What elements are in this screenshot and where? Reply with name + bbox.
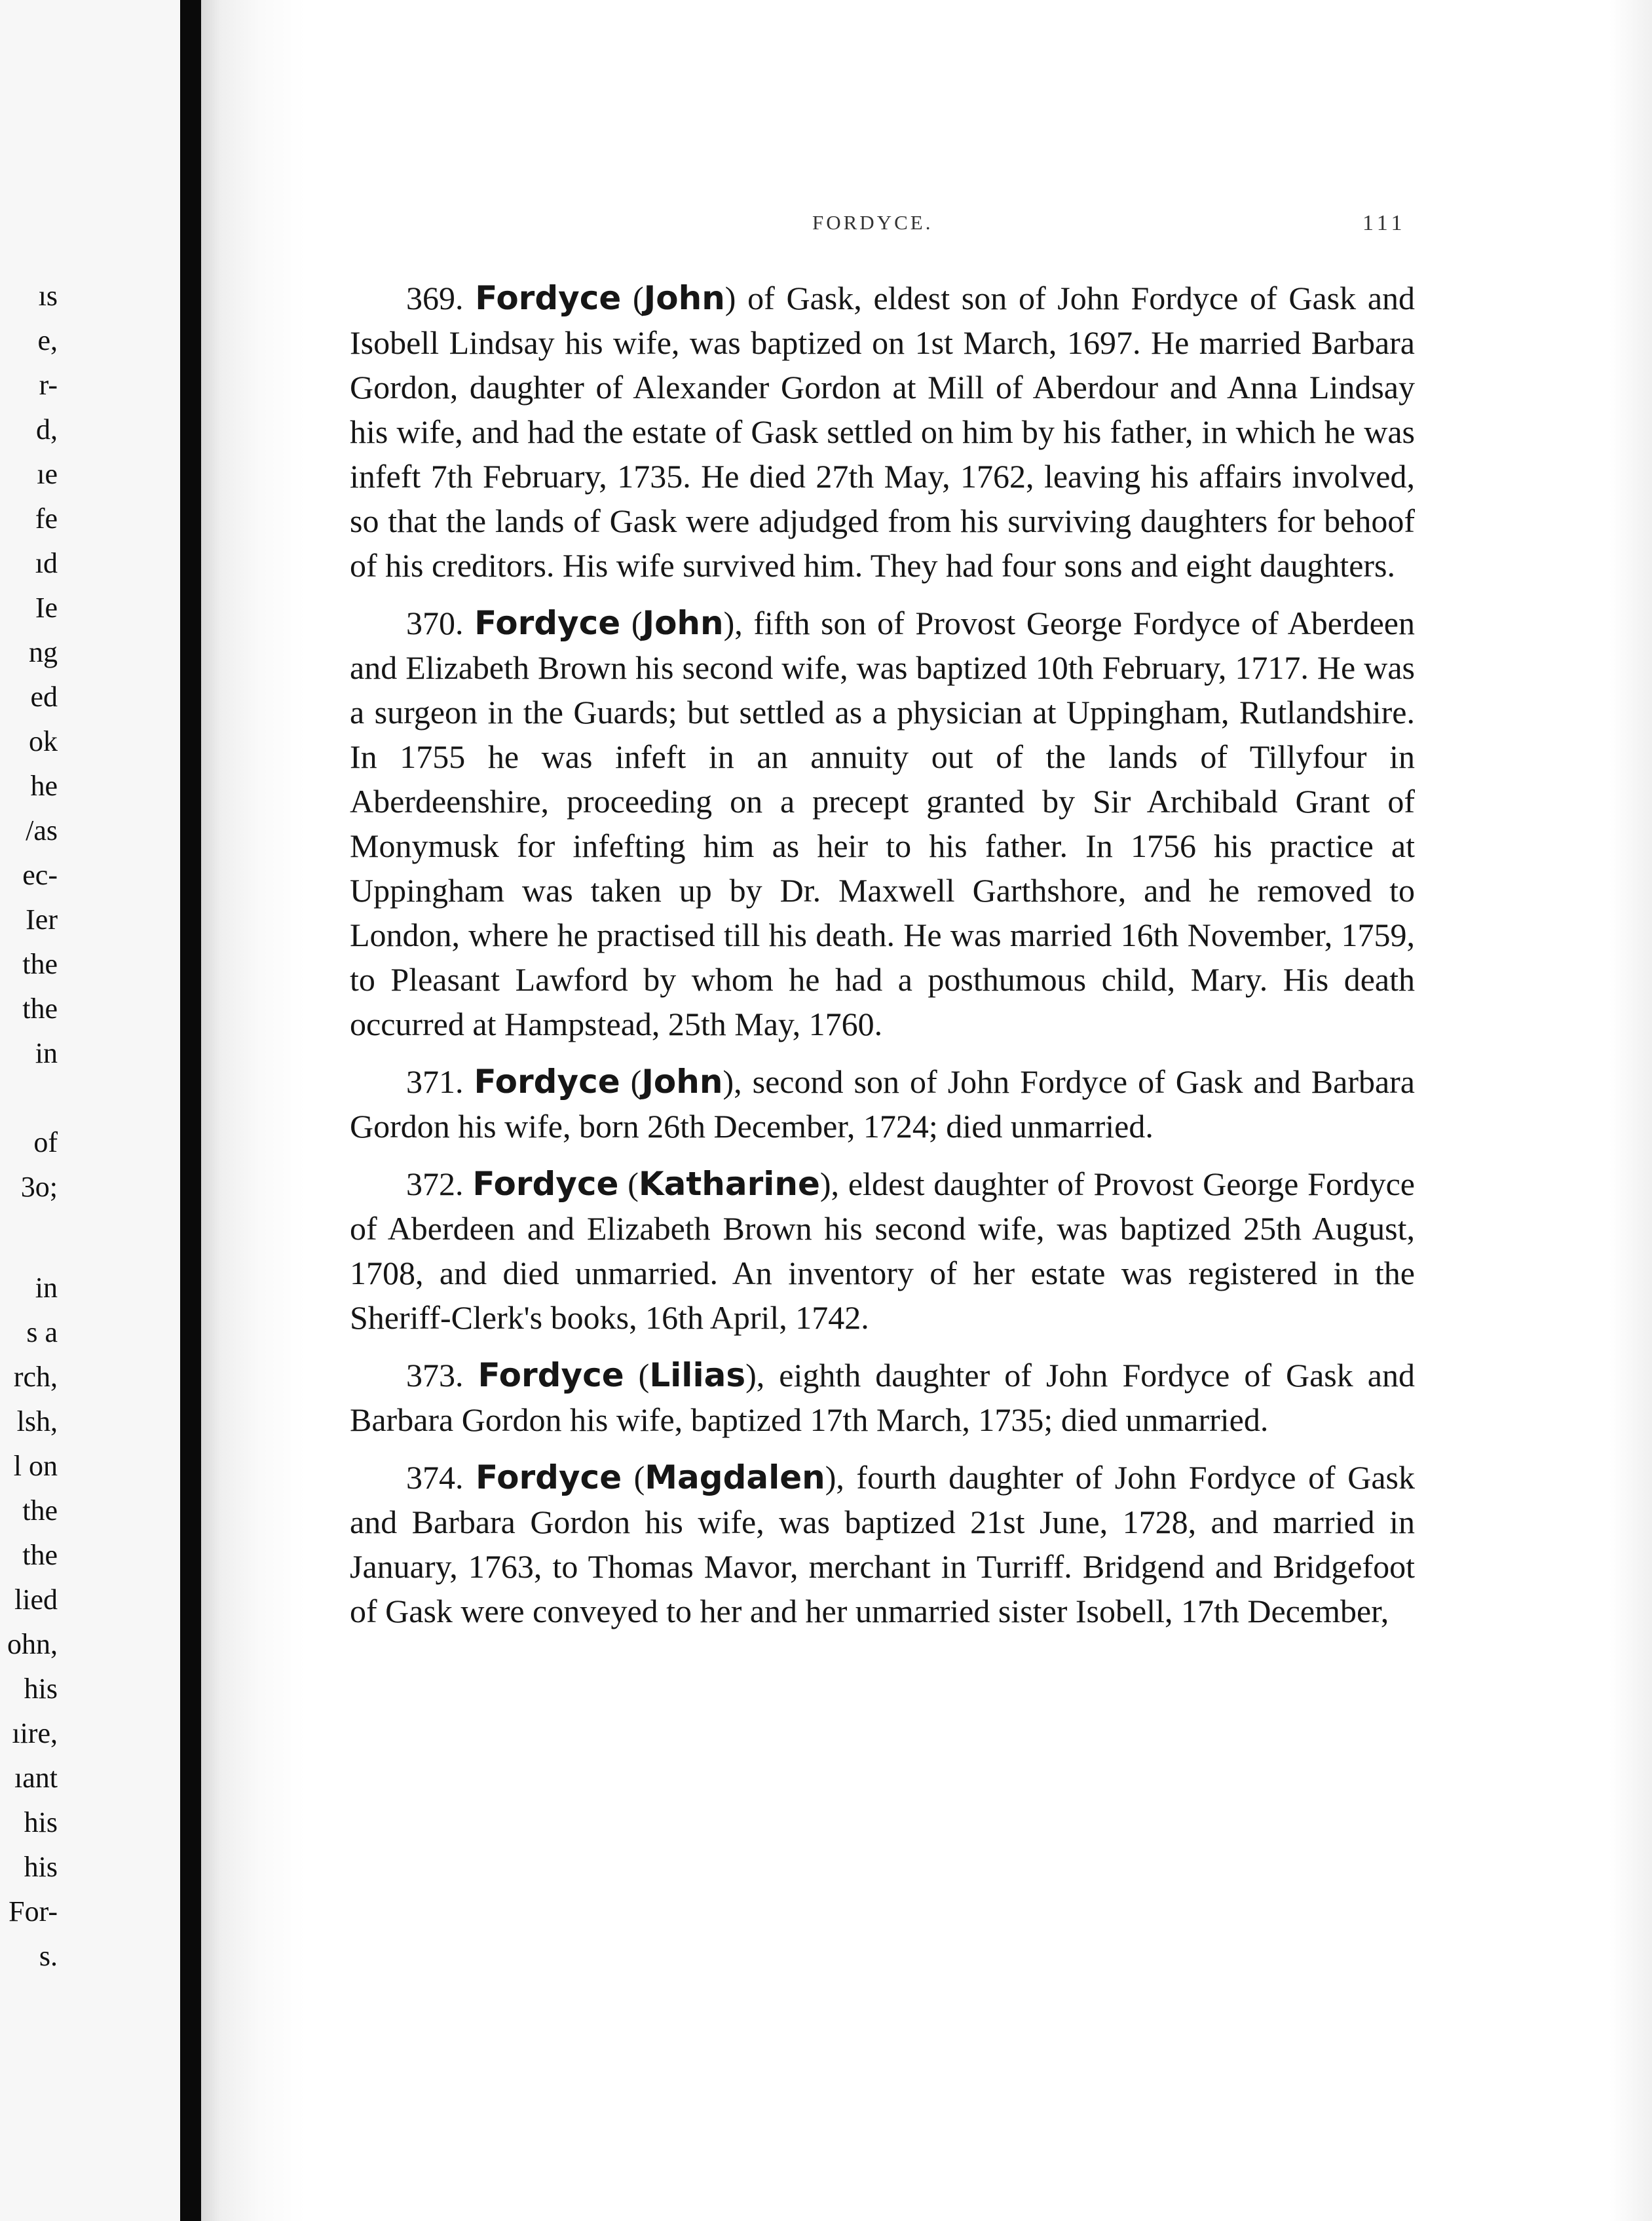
- running-head: FORDYCE.: [812, 211, 933, 234]
- left-fragment: lied: [14, 1584, 58, 1616]
- left-fragment: his: [24, 1673, 58, 1705]
- left-fragment: in: [35, 1272, 58, 1304]
- entry-given-name: John: [641, 1063, 723, 1101]
- entry-given-name: Lilias: [649, 1356, 746, 1394]
- left-fragment: Ie: [35, 592, 58, 624]
- entry-371: 371. Fordyce (John), second son of John Fordyce of Gask and Barbara Gordon his wife, born 26th December, 1724; died unmarried.: [350, 1063, 1416, 1145]
- entry-number: 371.: [406, 1063, 464, 1100]
- left-fragment: he: [30, 770, 58, 802]
- left-fragment: Ier: [26, 903, 58, 936]
- left-fragment: rch,: [13, 1361, 58, 1393]
- left-fragment: 3o;: [20, 1171, 58, 1203]
- left-fragment: the: [22, 993, 58, 1025]
- left-fragment: in: [35, 1037, 58, 1069]
- left-fragment: d,: [36, 413, 58, 446]
- left-fragment: the: [22, 948, 58, 980]
- left-fragment: his: [24, 1806, 58, 1838]
- entry-text: , eldest daughter of Provost George Fordyce of Aberdeen and Elizabeth Brown his second wife, was baptized 25th August, 1708, and died unmarried. An inventory of her estate was registered in the Sheriff-Clerk's books, 16th April, 1742.: [350, 1166, 1416, 1336]
- left-fragment: ıe: [37, 458, 58, 490]
- left-fragment: r-: [39, 369, 58, 401]
- entry-373: 373. Fordyce (Lilias), eighth daughter of John Fordyce of Gask and Barbara Gordon his wife, baptized 17th March, 1735; died unmarried.: [350, 1356, 1415, 1438]
- entry-number: 374.: [406, 1459, 464, 1496]
- left-fragment: fe: [35, 503, 58, 535]
- entry-surname: Fordyce: [474, 1063, 620, 1101]
- entry-372: 372. Fordyce (Katharine), eldest daughter of Provost George Fordyce of Aberdeen and Elizabeth Brown his second wife, was baptized 25th August, 1708, and died unmarried. An inventory of her estate was registered in the Sheriff-Clerk's books, 16th April, 1742.: [350, 1165, 1416, 1336]
- left-fragment: e,: [37, 324, 58, 356]
- left-fragment: For-: [9, 1895, 58, 1927]
- left-fragment: ohn,: [7, 1628, 58, 1660]
- left-fragment: of: [33, 1126, 58, 1158]
- left-fragment: ıd: [35, 547, 58, 579]
- left-fragment: ıant: [14, 1762, 58, 1794]
- entry-number: 372.: [406, 1166, 464, 1202]
- left-fragment: ok: [29, 725, 58, 757]
- left-fragment: s a: [26, 1316, 58, 1348]
- entry-surname: Fordyce: [478, 1356, 624, 1394]
- left-fragment: ed: [30, 681, 58, 713]
- entry-text: , eighth daughter of John Fordyce of Gask and Barbara Gordon his wife, baptized 17th March, 1735; died unmarried.: [350, 1357, 1415, 1438]
- left-fragment: s.: [39, 1940, 58, 1972]
- left-fragment: l on: [13, 1450, 58, 1482]
- entry-number: 370.: [406, 605, 464, 641]
- page-number: 111: [1362, 211, 1406, 235]
- entry-370: 370. Fordyce (John), fifth son of Provost George Fordyce of Aberdeen and Elizabeth Brown his second wife, was baptized 10th February, 1717. He was a surgeon in the Guards; but settled as a physician at Uppingham, Rutlandshire. In 1755 he was infeft in an annuity out of the lands of Tillyfour in Aberdeenshire, proceeding on a precept granted by Sir Archibald Grant of Monymusk for infefting him as heir to his father. In 1756 his practice at Uppingham was taken up by Dr. Maxwell Garthshore, and he removed to London, where he practised till his death. He was married 16th November, 1759, to Pleasant Lawford by whom he had a posthumous child, Mary. His death occurred at Hampstead, 25th May, 1760.: [350, 604, 1416, 1042]
- left-fragment: ıs: [38, 280, 58, 312]
- left-fragment: ng: [29, 636, 58, 668]
- entry-text: , second son of John Fordyce of Gask and Barbara Gordon his wife, born 26th December, 1724; died unmarried.: [350, 1063, 1416, 1145]
- left-fragment: the: [22, 1539, 58, 1571]
- left-fragment: the: [22, 1494, 58, 1527]
- entry-surname: Fordyce: [472, 1165, 619, 1203]
- left-fragment: his: [24, 1851, 58, 1883]
- page-content: [350, 276, 1415, 1646]
- entry-369: 369. Fordyce (John) of Gask, eldest son of John Fordyce of Gask and Isobell Lindsay his wife, was baptized on 1st March, 1697. He married Barbara Gordon, daughter of Alexander Gordon at Mill of Aberdour and Anna Lindsay his wife, and had the estate of Gask settled on him by his father, in which he was infeft 7th February, 1735. He died 27th May, 1762, leaving his affairs involved, so that the lands of Gask were adjudged from his surviving daughters for behoof of his creditors. His wife survived him. They had four sons and eight daughters.: [350, 279, 1416, 584]
- entry-given-name: John: [642, 604, 724, 642]
- entry-number: 373.: [406, 1357, 464, 1394]
- page-gutter: [180, 0, 201, 2221]
- entry-text: of Gask, eldest son of John Fordyce of Gask and Isobell Lindsay his wife, was baptized on 1st March, 1697. He married Barbara Gordon, daughter of Alexander Gordon at Mill of Aberdour and Anna Lindsay his wife, and had the estate of Gask settled on him by his father, in which he was infeft 7th February, 1735. He died 27th May, 1762, leaving his affairs involved, so that the lands of Gask were adjudged from his surviving daughters for behoof of his creditors. His wife survived him. They had four sons and eight daughters.: [350, 280, 1416, 584]
- entry-given-name: John: [643, 279, 725, 317]
- entry-surname: Fordyce: [474, 604, 621, 642]
- left-fragment: ec-: [22, 859, 58, 891]
- left-fragment: ıire,: [12, 1717, 58, 1749]
- entry-text: , fourth daughter of John Fordyce of Gask and Barbara Gordon his wife, was baptized 21st June, 1728, and married in January, 1763, to Thomas Mavor, merchant in Turriff. Bridgend and Bridgefoot of Gask were conveyed to her and her unmarried sister Isobell, 17th December,: [350, 1459, 1416, 1629]
- entry-text: , fifth son of Provost George Fordyce of Aberdeen and Elizabeth Brown his second wife, was baptized 10th February, 1717. He was a surgeon in the Guards; but settled as a physician at Uppingham, Rutlandshire. In 1755 he was infeft in an annuity out of the lands of Tillyfour in Aberdeenshire, proceeding on a precept granted by Sir Archibald Grant of Monymusk for infefting him as heir to his father. In 1756 his practice at Uppingham was taken up by Dr. Maxwell Garthshore, and he removed to London, where he practised till his death. He was married 16th November, 1759, to Pleasant Lawford by whom he had a posthumous child, Mary. His death occurred at Hampstead, 25th May, 1760.: [350, 605, 1416, 1042]
- entry-374: 374. Fordyce (Magdalen), fourth daughter of John Fordyce of Gask and Barbara Gordon his wife, was baptized 21st June, 1728, and married in January, 1763, to Thomas Mavor, merchant in Turriff. Bridgend and Bridgefoot of Gask were conveyed to her and her unmarried sister Isobell, 17th December,: [350, 1458, 1416, 1629]
- entry-surname: Fordyce: [476, 1458, 622, 1496]
- entry-number: 369.: [406, 280, 464, 316]
- left-fragment: /as: [26, 814, 58, 846]
- entry-surname: Fordyce: [475, 279, 622, 317]
- left-page-edge: [0, 0, 180, 2221]
- entry-given-name: Magdalen: [645, 1458, 825, 1496]
- left-fragment: lsh,: [16, 1405, 58, 1437]
- entry-given-name: Katharine: [638, 1165, 820, 1203]
